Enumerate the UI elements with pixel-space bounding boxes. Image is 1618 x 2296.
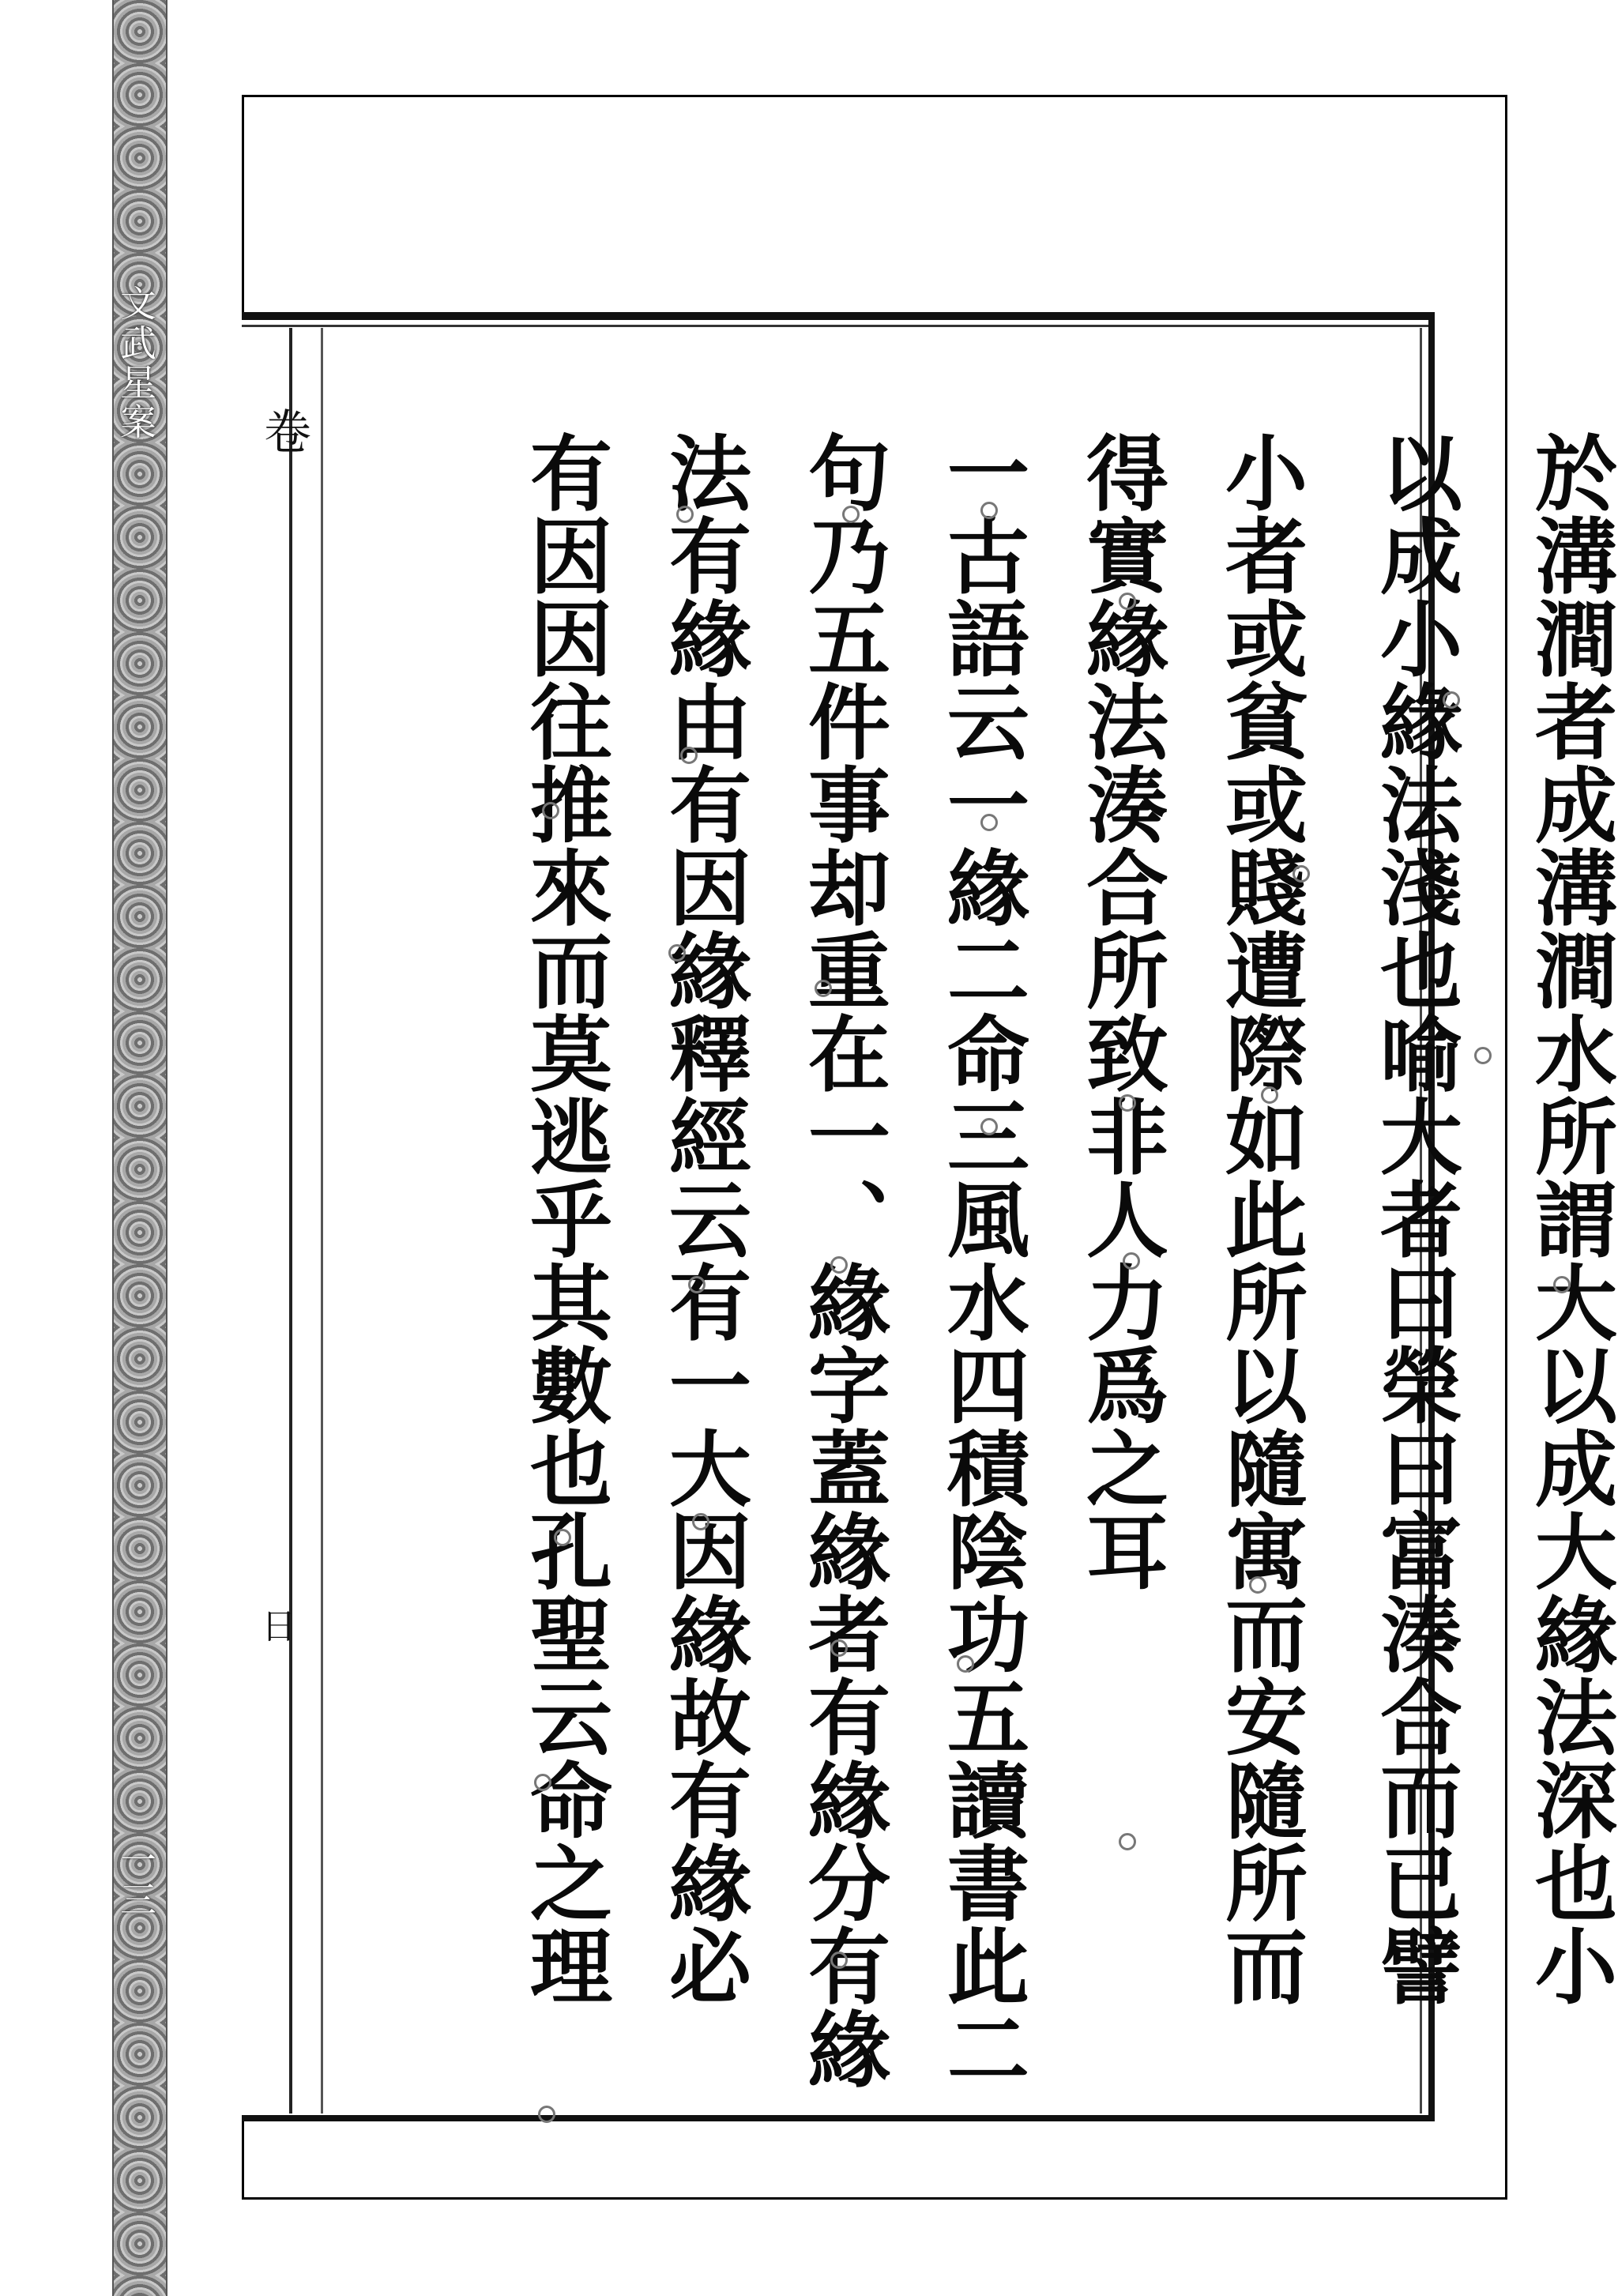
punctuation-circle [1474,1047,1492,1064]
punctuation-circle [1293,865,1310,883]
top-inner-rule [242,325,1435,327]
punctuation-circle [692,1513,709,1530]
margin-book-title: 文武星案 [115,284,157,442]
punctuation-circle [980,1118,998,1135]
text-column-1: 於溝澗者成溝澗水所謂大以成大緣法深也小 [1521,431,1618,2007]
punctuation-circle [815,980,832,997]
text-column-7: 法有緣由有因緣釋經云有一大因緣故有緣必 [655,431,752,2007]
bottom-border-rule [242,2115,1435,2121]
punctuation-circle [1261,1086,1278,1104]
gutter-inner-rule [321,328,323,2113]
text-column-5: 一古語云一緣二命三風水四積陰功五讀書此二 [933,431,1030,2090]
gutter-title-fragment: 卷 [256,407,311,454]
punctuation-circle [842,506,860,523]
punctuation-circle [980,502,998,519]
margin-page-number: 一三 [115,1841,157,1920]
text-column-8: 有因因往推來而莫逃乎其數也孔聖云命之理 [516,431,613,2007]
punctuation-circle [980,814,998,831]
punctuation-circle [688,1276,706,1293]
punctuation-circle [830,1256,848,1274]
top-border-rule [242,312,1435,320]
punctuation-circle [1119,593,1136,610]
punctuation-circle [1119,1833,1136,1850]
punctuation-circle [676,506,694,523]
punctuation-circle [830,1952,848,1969]
punctuation-circle [1119,1094,1136,1112]
scanned-page [242,312,1618,2121]
punctuation-circle [957,1655,974,1673]
punctuation-circle [668,944,686,962]
punctuation-circle [830,1639,848,1657]
punctuation-circle [534,1774,551,1791]
text-column-6: 句乃五件事却重在一、緣字蓋緣者有緣分有緣 [794,431,891,2090]
punctuation-circle [1123,1252,1140,1270]
text-column-2: 以成小緣法淺也喻大者曰榮曰富湊合而已譬 [1366,431,1463,2007]
text-column-3: 小者或貧或賤遭際如此所以隨寓而安隨所而 [1211,431,1308,2007]
text-column-4: 得實緣法湊合所致非人力爲之耳 [1072,431,1169,1592]
punctuation-circle [1443,691,1460,709]
punctuation-circle [538,2106,555,2123]
punctuation-circle [1553,1276,1571,1293]
gutter-rule [289,328,292,2113]
gutter-mark: 日 [255,1608,295,1643]
punctuation-circle [680,747,698,764]
punctuation-circle [554,1529,571,1546]
punctuation-circle [542,802,559,819]
punctuation-circle [1249,1576,1266,1594]
